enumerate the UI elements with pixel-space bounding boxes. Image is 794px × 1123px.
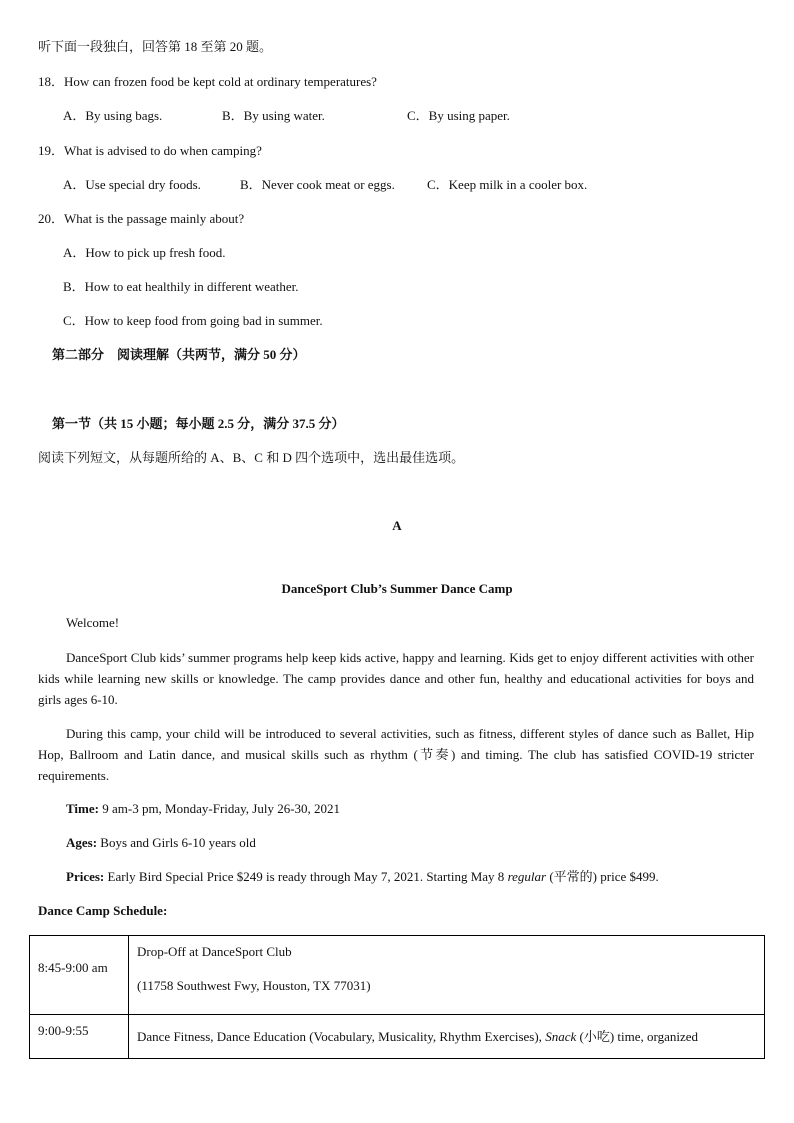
q19-option-b: B．Never cook meat or eggs. bbox=[240, 177, 395, 192]
passage-welcome: Welcome! bbox=[66, 615, 120, 630]
q18-option-a: A．By using bags. bbox=[63, 108, 163, 123]
q19-option-a: A．Use special dry foods. bbox=[63, 177, 201, 192]
prices-value-2: (平常的) price $499. bbox=[546, 869, 659, 884]
schedule-heading: Dance Camp Schedule: bbox=[38, 903, 168, 918]
q19-option-c: C．Keep milk in a cooler box. bbox=[427, 177, 588, 192]
question-18: 18．How can frozen food be kept cold at ordinary temperatures? bbox=[38, 74, 377, 89]
time-value: 9 am-3 pm, Monday-Friday, July 26-30, 2021 bbox=[98, 801, 341, 816]
schedule-line-2: (11758 Southwest Fwy, Houston, TX 77031) bbox=[137, 978, 371, 993]
prices-line bbox=[66, 869, 659, 885]
schedule-table bbox=[29, 935, 765, 1059]
schedule-time-cell bbox=[30, 1015, 129, 1059]
listening-instruction: 听下面一段独白，回答第 18 至第 20 题。 bbox=[38, 39, 273, 54]
time-line bbox=[66, 801, 340, 817]
q20-option-a: A．How to pick up fresh food. bbox=[63, 245, 226, 260]
schedule-snack: Snack bbox=[545, 1029, 577, 1044]
question-20: 20．What is the passage mainly about? bbox=[38, 211, 245, 226]
q20-option-c: C．How to keep food from going bad in summer. bbox=[63, 313, 323, 328]
schedule-time: 8:45-9:00 am bbox=[38, 960, 108, 975]
passage-paragraph-2: During this camp, your child will be introduced to several activities, such as fitness, different styles of dance such as Ballet, Hip Hop, Ballroom and Latin dance, and musical skills such as rhythm (节奏) and timing. The club has satisfied COVID-19 stricter requirements. bbox=[38, 726, 754, 783]
schedule-time-cell bbox=[30, 936, 129, 1015]
q20-option-b: B．How to eat healthily in different weather. bbox=[63, 279, 299, 294]
schedule-line-1 bbox=[129, 1015, 764, 1045]
passage-letter: A bbox=[392, 518, 402, 533]
q18-option-c: C．By using paper. bbox=[407, 108, 510, 123]
reading-instruction: 阅读下列短文，从每题所给的 A、B、C 和 D 四个选项中，选出最佳选项。 bbox=[38, 450, 465, 465]
q18-option-b: B．By using water. bbox=[222, 108, 325, 123]
table-row bbox=[30, 936, 765, 1015]
time-label: Time: bbox=[66, 801, 99, 816]
section2-heading: 第二部分 阅读理解（共两节，满分 50 分） bbox=[52, 347, 306, 362]
passage-paragraph-1: DanceSport Club kids’ summer programs help keep kids active, happy and learning. Kids get to enjoy different activities with other kids while learning new skills or knowledge. The camp provides dance and other fun, healthy and educational activities for boys and girls ages 6-10. bbox=[38, 650, 754, 707]
schedule-activity-cell bbox=[129, 1015, 765, 1059]
prices-value-1: Early Bird Special Price $249 is ready through May 7, 2021. Starting May 8 bbox=[104, 869, 508, 884]
schedule-activity-text-a: Dance Fitness, Dance Education (Vocabulary, Musicality, Rhythm Exercises), bbox=[137, 1029, 546, 1044]
table-row bbox=[30, 1015, 765, 1059]
ages-value: Boys and Girls 6-10 years old bbox=[97, 835, 256, 850]
schedule-activity-cell bbox=[129, 936, 765, 1015]
part1-heading: 第一节（共 15 小题；每小题 2.5 分，满分 37.5 分） bbox=[52, 416, 345, 431]
schedule-activity-text-b: (小吃) time, organized bbox=[576, 1029, 699, 1044]
schedule-time: 9:00-9:55 bbox=[38, 1023, 89, 1038]
question-19: 19．What is advised to do when camping? bbox=[38, 143, 262, 158]
prices-regular: regular bbox=[507, 869, 547, 884]
schedule-line-1: Drop-Off at DanceSport Club bbox=[137, 944, 292, 959]
ages-label: Ages: bbox=[66, 835, 98, 850]
passage-title: DanceSport Club’s Summer Dance Camp bbox=[281, 581, 513, 596]
ages-line bbox=[66, 835, 256, 851]
prices-label: Prices: bbox=[66, 869, 105, 884]
